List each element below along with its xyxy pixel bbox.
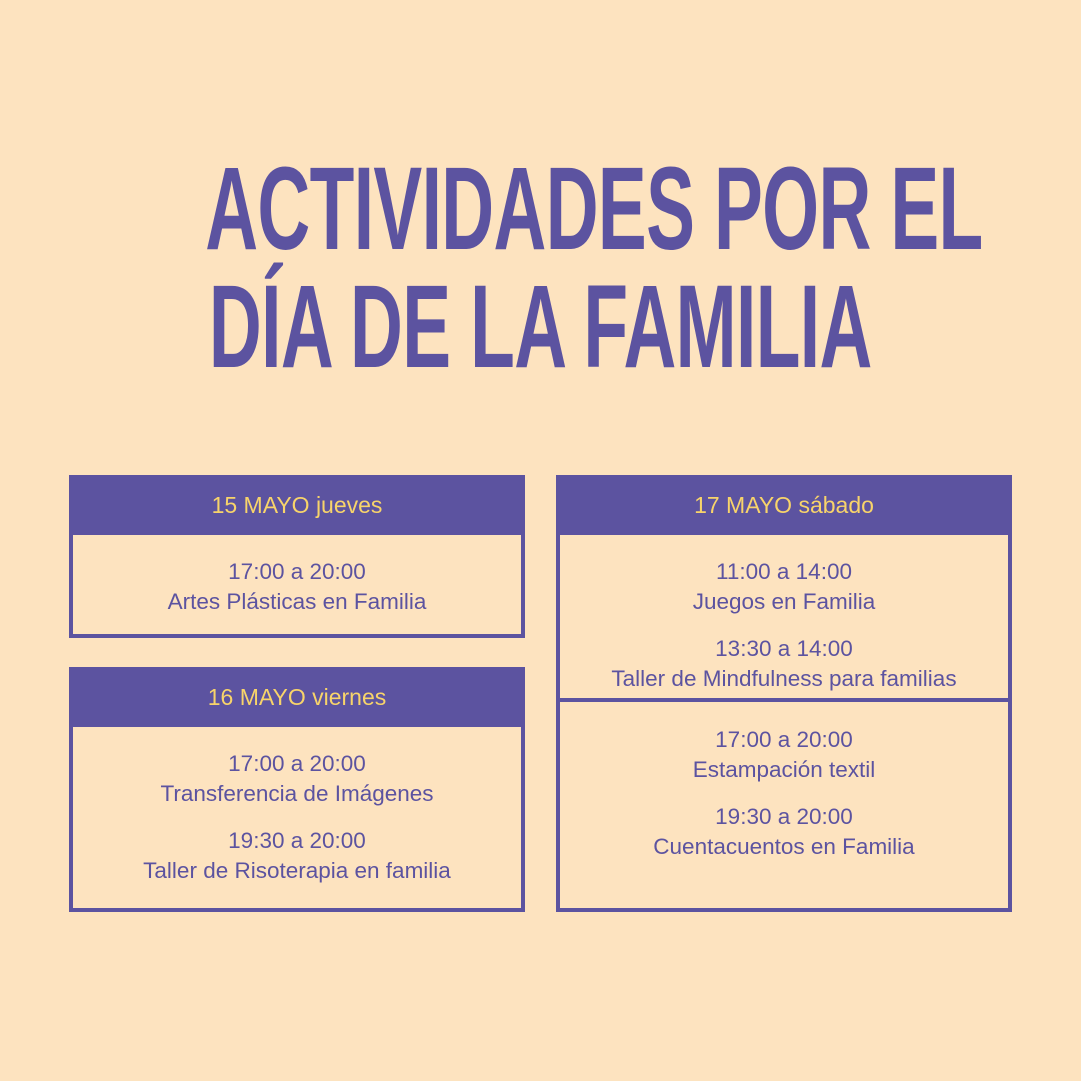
activity-name: Taller de Mindfulness para familias xyxy=(611,666,957,691)
activity-item xyxy=(611,634,956,694)
activity-name: Juegos en Familia xyxy=(692,589,876,614)
activity-time: 19:30 a 20:00 xyxy=(715,804,853,829)
activity-time: 13:30 a 14:00 xyxy=(715,636,853,661)
day-header xyxy=(73,479,521,531)
activity-time: 19:30 a 20:00 xyxy=(228,828,366,853)
day-date: 16 MAYO viernes xyxy=(207,683,387,710)
activity-list-morning xyxy=(560,535,1008,698)
activity-item xyxy=(653,802,914,862)
day-date: 15 MAYO jueves xyxy=(211,491,383,518)
activity-list xyxy=(73,727,521,886)
title-line-2: DÍA DE LA FAMILIA xyxy=(208,261,872,393)
activity-name: Cuentacuentos en Familia xyxy=(653,834,915,859)
day-header xyxy=(560,479,1008,531)
activity-list xyxy=(73,535,521,617)
activity-name: Artes Plásticas en Familia xyxy=(167,589,427,614)
activity-time: 17:00 a 20:00 xyxy=(228,751,366,776)
day-card-17-mayo xyxy=(556,475,1012,912)
page-title xyxy=(205,143,983,393)
activity-name: Transferencia de Imágenes xyxy=(160,781,434,806)
activity-time: 11:00 a 14:00 xyxy=(716,559,852,584)
day-card-15-mayo xyxy=(69,475,525,638)
activity-name: Estampación textil xyxy=(692,757,876,782)
activity-time: 17:00 a 20:00 xyxy=(228,559,366,584)
day-header xyxy=(73,671,521,723)
activity-item xyxy=(143,826,451,886)
activity-time: 17:00 a 20:00 xyxy=(715,727,853,752)
activity-list-afternoon xyxy=(560,702,1008,862)
activity-item xyxy=(168,557,427,617)
title-line-1: ACTIVIDADES POR EL xyxy=(205,143,983,275)
activity-name: Taller de Risoterapia en familia xyxy=(143,858,451,883)
day-card-16-mayo xyxy=(69,667,525,912)
day-date: 17 MAYO sábado xyxy=(694,491,874,518)
activity-item xyxy=(160,749,433,809)
activity-item xyxy=(693,557,876,617)
activity-item xyxy=(693,725,876,785)
